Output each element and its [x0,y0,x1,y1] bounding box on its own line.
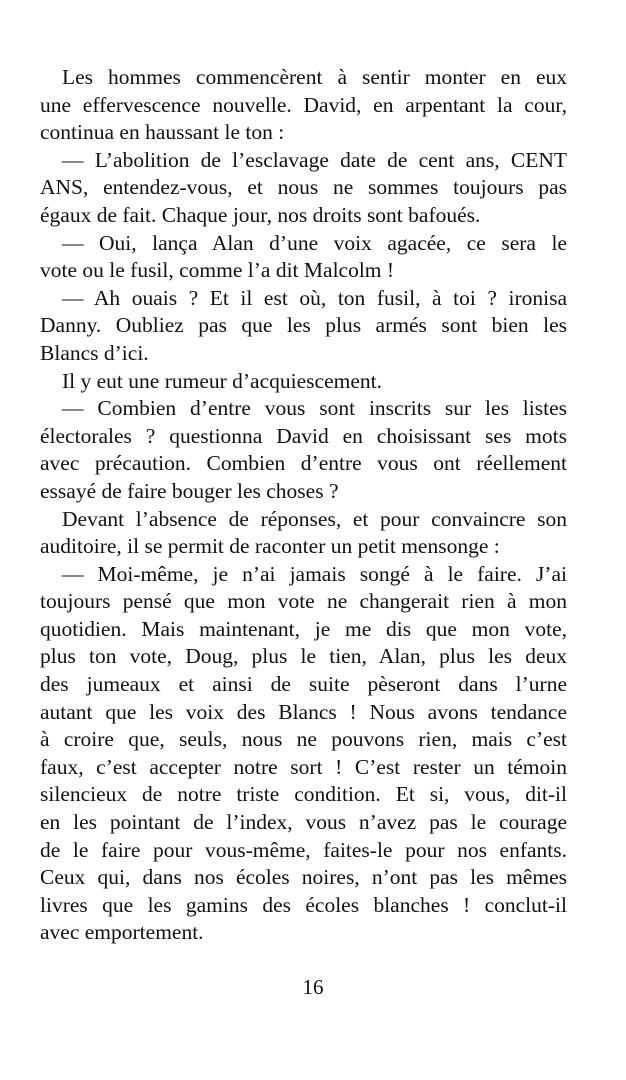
text-line: égaux de fait. Chaque jour, nos droits sont bafoués. [40,202,481,227]
text-line: — Ah ouais ? Et il est où, ton fusil, à toi ? ironisa [62,285,567,310]
text-line: une effervescence nouvelle. David, en arpentant la cour, [40,92,567,117]
text-line: autant que les voix des Blancs ! Nous avons tendance [40,699,567,724]
text-line: Blancs d’ici. [40,340,149,365]
text-line: — Combien d’entre vous sont inscrits sur les listes [62,396,567,421]
text-line: des jumeaux et ainsi de suite pèseront dans l’urne [40,672,567,697]
text-line: — Oui, lança Alan d’une voix agacée, ce sera le [62,230,567,255]
text-line: Il y eut une rumeur d’acquiescement. [62,368,382,393]
text-line: en les pointant de l’index, vous n’avez pas le courage [40,810,567,835]
text-line: de le faire pour vous-même, faites-le pour nos enfants. [40,837,567,862]
text-line: livres que les gamins des écoles blanches ! conclut-il [40,892,567,917]
text-line: ANS, entendez-vous, et nous ne sommes toujours pas [40,175,567,200]
text-line: essayé de faire bouger les choses ? [40,478,339,503]
text-line: Les hommes commencèrent à sentir monter en eux [62,65,567,89]
page-number: 16 [302,975,324,999]
text-line: — Moi-même, je n’ai jamais songé à le faire. J’ai [62,561,567,586]
text-line: à croire que, seuls, nous ne pouvons rien, mais c’est [40,727,567,752]
text-line: vote ou le fusil, comme l’a dit Malcolm ! [40,258,395,283]
text-line: électorales ? questionna David en choisissant ses mots [40,423,567,448]
text-line: silencieux de notre triste condition. Et si, vous, dit-il [40,782,567,807]
text-line: plus ton vote, Doug, plus le tien, Alan, plus les deux [40,644,567,669]
text-line: avec emportement. [40,920,204,945]
text-line: avec précaution. Combien d’entre vous ont réellement [40,451,567,476]
text-line: faux, c’est accepter notre sort ! C’est rester un témoin [40,754,567,779]
book-page-text [40,64,567,947]
text-line: Devant l’absence de réponses, et pour convaincre son [62,506,567,531]
text-line: continua en haussant le ton : [40,120,285,145]
text-line: auditoire, il se permit de raconter un petit mensonge : [40,534,500,559]
text-line: — L’abolition de l’esclavage date de cent ans, CENT [62,147,567,172]
text-line: Danny. Oubliez pas que les plus armés sont bien les [40,313,567,338]
text-line: quotidien. Mais maintenant, je me dis que mon vote, [40,616,567,641]
text-line: Ceux qui, dans nos écoles noires, n’ont pas les mêmes [40,865,567,890]
text-line: toujours pensé que mon vote ne changerait rien à mon [40,589,567,614]
